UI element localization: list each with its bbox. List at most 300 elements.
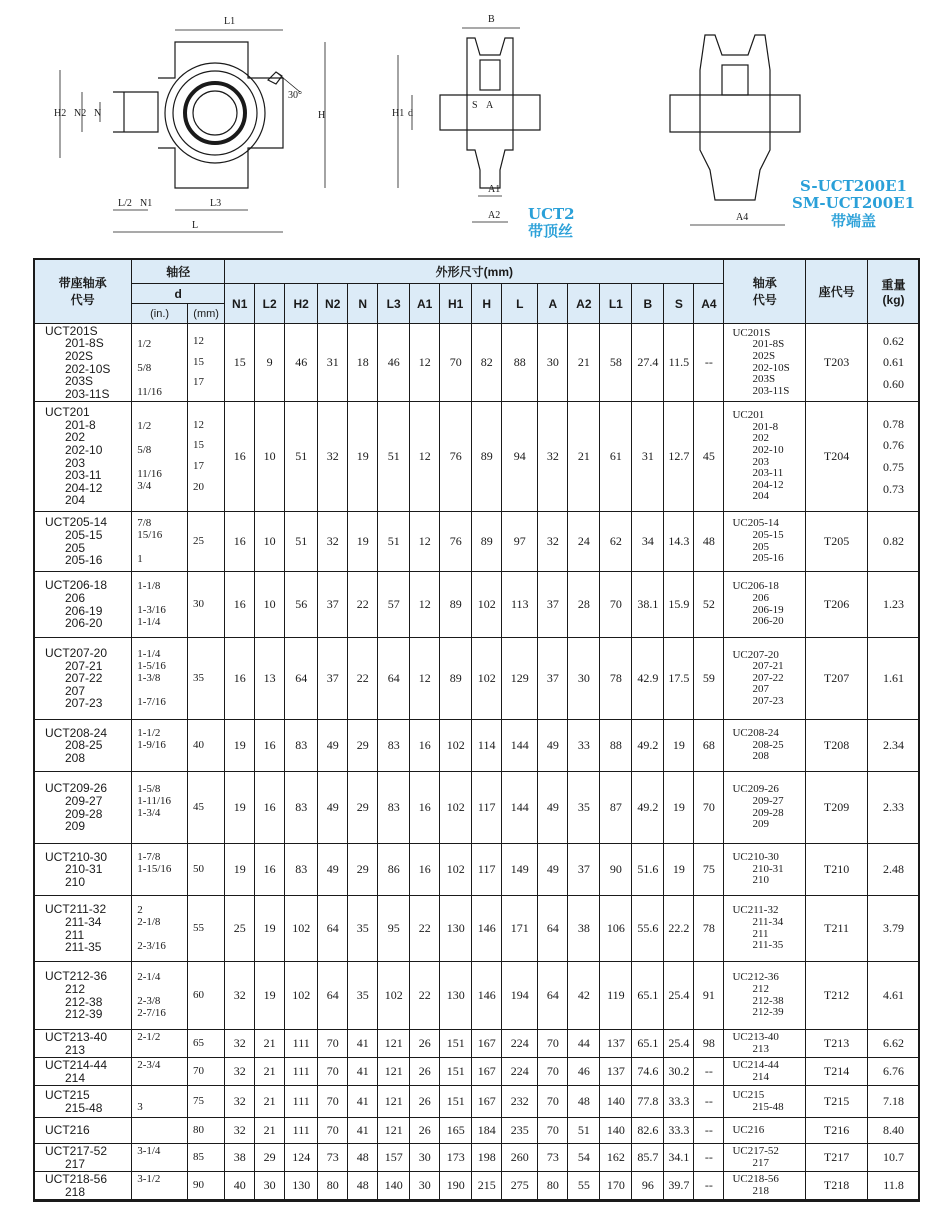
- inch-value: 1-7/16: [137, 695, 166, 708]
- dimension-cell: 83: [285, 720, 318, 772]
- mm-value: 90: [193, 1178, 204, 1191]
- caption-e1: [792, 178, 915, 230]
- table-row: [34, 1086, 920, 1118]
- caption-e1-model-2: SM-UCT200E1: [792, 194, 916, 213]
- inch-cell: [132, 1086, 188, 1118]
- dimension-cell: 65.1: [632, 962, 664, 1030]
- weight-cell: [868, 1086, 920, 1118]
- housing-cell: T218: [806, 1172, 868, 1200]
- housing-cell: T205: [806, 512, 868, 572]
- weight-cell: [868, 572, 920, 638]
- dimension-cell: 16: [255, 772, 285, 844]
- dimension-cell: 30: [410, 1172, 440, 1200]
- dimension-cell: 22: [410, 962, 440, 1030]
- dimension-cell: 121: [378, 1118, 410, 1144]
- mm-value: 60: [193, 988, 204, 1001]
- mm-value: 15: [193, 439, 204, 452]
- mm-value: 12: [193, 335, 204, 348]
- table-row: [34, 1144, 920, 1172]
- dimension-cell: 49: [318, 772, 348, 844]
- bearing-code: 211-34: [752, 915, 784, 928]
- dimension-cell: 149: [502, 844, 538, 896]
- model-cell: [34, 896, 132, 962]
- dimension-label: S: [472, 100, 478, 111]
- table-row: [34, 1058, 920, 1086]
- inch-value: [137, 375, 187, 387]
- weight-value: 10.7: [883, 1150, 905, 1165]
- dimension-cell: 65.1: [632, 1030, 664, 1058]
- model-code: UCT218-56: [45, 1171, 108, 1186]
- dimension-cell: 25.4: [664, 962, 694, 1030]
- bearing-code: 211-35: [752, 939, 784, 952]
- dimension-label: N: [94, 108, 102, 119]
- mm-cell: [188, 572, 225, 638]
- dimension-cell: 35: [348, 962, 378, 1030]
- inch-value: [137, 876, 187, 888]
- dimension-cell: 25.4: [664, 1030, 694, 1058]
- technical-drawings: [0, 0, 950, 252]
- dimension-label: L1: [224, 16, 236, 27]
- mm-cell: [188, 512, 225, 572]
- inch-value: [137, 1158, 187, 1170]
- bearing-cell: [724, 638, 806, 720]
- mm-cell: [188, 1144, 225, 1172]
- inch-value: 1-5/8: [137, 782, 161, 795]
- dimension-cell: 70: [318, 1118, 348, 1144]
- dimension-cell: 16: [410, 844, 440, 896]
- dimension-cell: 224: [502, 1030, 538, 1058]
- weight-cell: [868, 1172, 920, 1200]
- model-code: 209: [65, 819, 86, 834]
- inch-cell: [132, 844, 188, 896]
- dimension-cell: 31: [318, 324, 348, 402]
- weight-value: 0.78: [883, 416, 905, 431]
- dimension-cell: 86: [378, 844, 410, 896]
- dimension-cell: 102: [472, 638, 502, 720]
- bearing-code: UC218-56: [732, 1172, 779, 1185]
- model-cell: [34, 1118, 132, 1144]
- header-dimensions: 外形尺寸(mm): [225, 259, 724, 284]
- dimension-cell: 75: [694, 844, 724, 896]
- bearing-code: 212: [752, 982, 769, 995]
- inch-value: 11/16: [137, 385, 162, 398]
- housing-cell: T207: [806, 638, 868, 720]
- dimension-cell: 15: [225, 324, 255, 402]
- dimension-cell: 14.3: [664, 512, 694, 572]
- bearing-code: 207-21: [752, 660, 784, 673]
- model-code: UCT201S: [45, 323, 98, 338]
- dimension-cell: 70: [694, 772, 724, 844]
- weight-value: 6.76: [883, 1064, 905, 1079]
- inch-value: 2-7/16: [137, 1006, 166, 1019]
- dimension-cell: 102: [440, 772, 472, 844]
- dimension-cell: 70: [318, 1058, 348, 1086]
- weight-value: 8.40: [883, 1123, 905, 1138]
- weight-value: 0.76: [883, 438, 905, 453]
- dimension-cell: 89: [472, 402, 502, 512]
- model-cell: [34, 772, 132, 844]
- dim-col-header: N1: [225, 284, 255, 324]
- model-cell: [34, 1172, 132, 1200]
- dimension-cell: 37: [568, 844, 600, 896]
- dimension-label: A1: [488, 184, 501, 195]
- dimension-cell: 30.2: [664, 1058, 694, 1086]
- bearing-code: UC215: [732, 1088, 765, 1101]
- table-row: [34, 962, 920, 1030]
- header-model: 带座轴承 代号: [34, 259, 132, 324]
- dimension-cell: 30: [255, 1172, 285, 1200]
- mm-cell: [188, 1118, 225, 1144]
- dimension-label: 30°: [288, 90, 302, 101]
- dimension-cell: 12: [410, 512, 440, 572]
- housing-cell: T212: [806, 962, 868, 1030]
- model-cell: [34, 402, 132, 512]
- dimension-cell: 25: [225, 896, 255, 962]
- mm-value: 25: [193, 534, 204, 547]
- dimension-cell: --: [694, 1086, 724, 1118]
- weight-value: 6.62: [883, 1036, 905, 1051]
- dimension-cell: 29: [255, 1144, 285, 1172]
- table-row: [34, 1118, 920, 1144]
- model-code: UCT213-40: [45, 1029, 108, 1044]
- dimension-cell: 165: [440, 1118, 472, 1144]
- bearing-code: 217: [752, 1156, 769, 1169]
- dimension-cell: 34.1: [664, 1144, 694, 1172]
- mm-cell: [188, 772, 225, 844]
- caption-e1-desc: 带端盖: [831, 211, 877, 230]
- bearing-code: 204-12: [752, 478, 784, 491]
- weight-value: 7.18: [883, 1094, 905, 1109]
- bearing-cell: [724, 1058, 806, 1086]
- inch-cell: [132, 324, 188, 402]
- dimension-cell: 21: [255, 1086, 285, 1118]
- dimension-cell: 48: [348, 1144, 378, 1172]
- dimension-cell: 70: [440, 324, 472, 402]
- dimension-cell: 137: [600, 1058, 632, 1086]
- dimension-cell: 70: [538, 1058, 568, 1086]
- dimension-cell: 83: [378, 772, 410, 844]
- weight-value: 0.73: [883, 481, 905, 496]
- model-code: 209-28: [65, 806, 103, 821]
- dimension-cell: 167: [472, 1058, 502, 1086]
- inch-value: [137, 433, 187, 445]
- bearing-cell: [724, 772, 806, 844]
- dimension-cell: 19: [664, 720, 694, 772]
- dimension-cell: 102: [285, 896, 318, 962]
- bearing-code: UC201: [732, 409, 765, 422]
- inch-cell: [132, 1030, 188, 1058]
- bearing-cell: [724, 324, 806, 402]
- inch-value: 1-1/8: [137, 579, 161, 592]
- dimension-cell: 90: [600, 844, 632, 896]
- model-code: 203: [65, 455, 86, 470]
- bearing-cell: [724, 962, 806, 1030]
- dimension-cell: 19: [664, 844, 694, 896]
- mm-cell: [188, 1086, 225, 1118]
- dimension-cell: 111: [285, 1058, 318, 1086]
- dimension-label: L/2: [118, 198, 132, 209]
- model-code: UCT216: [45, 1123, 90, 1138]
- dimension-cell: 106: [600, 896, 632, 962]
- inch-value: 1-1/4: [137, 615, 161, 628]
- dimension-cell: 111: [285, 1086, 318, 1118]
- model-cell: [34, 1030, 132, 1058]
- dimension-cell: 51: [285, 402, 318, 512]
- dimension-cell: 27.4: [632, 324, 664, 402]
- dimension-cell: 34: [632, 512, 664, 572]
- dimension-cell: 102: [378, 962, 410, 1030]
- bearing-code: 209-28: [752, 806, 784, 819]
- bearing-cell: [724, 896, 806, 962]
- model-code: 214: [65, 1070, 86, 1085]
- bearing-code: UC217-52: [732, 1144, 779, 1157]
- model-code: UCT212-36: [45, 969, 108, 984]
- dimension-cell: 32: [538, 512, 568, 572]
- dimension-cell: 38: [225, 1144, 255, 1172]
- inch-value: 2-3/8: [137, 994, 161, 1007]
- model-code: UCT206-18: [45, 578, 108, 593]
- dimension-cell: 46: [285, 324, 318, 402]
- dimension-cell: 26: [410, 1058, 440, 1086]
- inch-value: [137, 351, 187, 363]
- dimension-cell: 83: [285, 844, 318, 896]
- dimension-cell: 87: [600, 772, 632, 844]
- bearing-code: 212-38: [752, 994, 784, 1007]
- dimension-cell: 51: [285, 512, 318, 572]
- dimension-cell: --: [694, 1118, 724, 1144]
- dim-col-header: N2: [318, 284, 348, 324]
- bearing-code: UC214-44: [732, 1058, 779, 1071]
- dimension-cell: 32: [318, 512, 348, 572]
- dimension-cell: 10: [255, 402, 285, 512]
- dimension-cell: 275: [502, 1172, 538, 1200]
- bearing-code: 210: [752, 874, 769, 887]
- bearing-code: 202-10: [752, 443, 784, 456]
- inch-cell: [132, 772, 188, 844]
- mm-value: 65: [193, 1036, 204, 1049]
- dimension-cell: 12: [410, 638, 440, 720]
- dimension-cell: 32: [538, 402, 568, 512]
- dimension-cell: 49: [318, 720, 348, 772]
- inch-value: 1-3/8: [137, 671, 161, 684]
- mm-cell: [188, 638, 225, 720]
- inch-cell: [132, 896, 188, 962]
- bearing-code: 207: [752, 683, 769, 696]
- dimension-cell: 194: [502, 962, 538, 1030]
- model-cell: [34, 962, 132, 1030]
- dimension-cell: 232: [502, 1086, 538, 1118]
- model-code: 211-35: [65, 940, 102, 955]
- dimension-cell: 137: [600, 1030, 632, 1058]
- bearing-code: UC206-18: [732, 580, 779, 593]
- dim-col-header: H1: [440, 284, 472, 324]
- dimension-cell: 111: [285, 1118, 318, 1144]
- dim-col-header: A4: [694, 284, 724, 324]
- table-row: [34, 772, 920, 844]
- dimension-cell: 55: [568, 1172, 600, 1200]
- dimension-cell: --: [694, 1058, 724, 1086]
- dimension-label: L: [192, 220, 199, 231]
- dimension-cell: 41: [348, 1118, 378, 1144]
- dimension-cell: 37: [538, 572, 568, 638]
- mm-value: 17: [193, 376, 204, 389]
- front-view-drawing: [60, 30, 325, 232]
- dimension-cell: 78: [694, 896, 724, 962]
- inch-value: [137, 593, 187, 605]
- dimension-cell: 48: [348, 1172, 378, 1200]
- dimension-cell: 58: [600, 324, 632, 402]
- caption-uct2-desc: 带顶丝: [528, 222, 574, 241]
- bearing-code: 205-15: [752, 528, 784, 541]
- bearing-cell: [724, 512, 806, 572]
- model-code: UCT214-44: [45, 1057, 108, 1072]
- bearing-code: UC213-40: [732, 1030, 779, 1043]
- inch-cell: [132, 1118, 188, 1144]
- dimension-cell: 17.5: [664, 638, 694, 720]
- inch-cell: [132, 962, 188, 1030]
- dimension-cell: 32: [225, 1030, 255, 1058]
- model-code: 203-11: [65, 468, 102, 483]
- dimension-cell: 32: [225, 1086, 255, 1118]
- inch-value: 1/2: [137, 337, 152, 350]
- inch-value: 1-7/8: [137, 850, 161, 863]
- dimension-cell: 19: [255, 962, 285, 1030]
- inch-cell: [132, 1172, 188, 1200]
- model-cell: [34, 324, 132, 402]
- dimension-cell: 70: [600, 572, 632, 638]
- inch-value: 11/16: [137, 467, 162, 480]
- dimension-cell: 37: [538, 638, 568, 720]
- bearing-cell: [724, 402, 806, 512]
- bearing-code: 206-20: [752, 615, 784, 628]
- caption-uct2-model: UCT2: [528, 205, 575, 223]
- inch-value: 15/16: [137, 528, 163, 541]
- header-weight: 重量 (kg): [868, 259, 920, 324]
- dimension-cell: 29: [348, 772, 378, 844]
- model-code: 209-27: [65, 793, 103, 808]
- model-code: 203-11S: [65, 386, 110, 401]
- dim-col-header: L3: [378, 284, 410, 324]
- dimension-cell: 184: [472, 1118, 502, 1144]
- dimension-cell: 29: [348, 844, 378, 896]
- bearing-cell: [724, 1030, 806, 1058]
- weight-value: 0.82: [883, 534, 905, 549]
- table-row: [34, 896, 920, 962]
- dimension-cell: 89: [472, 512, 502, 572]
- dimension-cell: 16: [410, 772, 440, 844]
- housing-cell: T206: [806, 572, 868, 638]
- inch-cell: [132, 638, 188, 720]
- weight-cell: [868, 844, 920, 896]
- table-row: [34, 572, 920, 638]
- dimension-cell: 70: [318, 1030, 348, 1058]
- mm-value: 35: [193, 671, 204, 684]
- bearing-code: 203S: [752, 373, 776, 386]
- dimension-cell: 21: [255, 1058, 285, 1086]
- dimension-label: B: [488, 14, 495, 25]
- table-row: [34, 638, 920, 720]
- inch-value: 2-3/4: [137, 1058, 161, 1071]
- bearing-code: UC208-24: [732, 727, 779, 740]
- model-cell: [34, 1058, 132, 1086]
- dimension-cell: 167: [472, 1030, 502, 1058]
- model-code: 206: [65, 590, 86, 605]
- dimension-cell: 44: [568, 1030, 600, 1058]
- inch-value: [137, 457, 187, 469]
- dimension-cell: 22: [410, 896, 440, 962]
- model-code: 204: [65, 493, 86, 508]
- bearing-code: 202: [752, 432, 769, 445]
- model-code: 212: [65, 981, 86, 996]
- bearing-code: UC201S: [732, 326, 771, 339]
- inch-value: 2: [137, 903, 143, 916]
- inch-value: 1-3/16: [137, 603, 166, 616]
- dimension-cell: 19: [225, 720, 255, 772]
- model-code: 205-15: [65, 527, 103, 542]
- dimension-cell: 121: [378, 1058, 410, 1086]
- dimension-cell: 16: [225, 572, 255, 638]
- dimension-cell: 121: [378, 1086, 410, 1118]
- inch-value: 2-1/8: [137, 915, 161, 928]
- dimension-cell: 21: [568, 324, 600, 402]
- dimension-cell: 64: [538, 896, 568, 962]
- dimension-cell: 13: [255, 638, 285, 720]
- bearing-code: 205-16: [752, 552, 784, 565]
- dimension-cell: --: [694, 1172, 724, 1200]
- model-code: UCT211-32: [45, 902, 107, 917]
- dimension-cell: 9: [255, 324, 285, 402]
- dimension-cell: 41: [348, 1058, 378, 1086]
- mm-cell: [188, 720, 225, 772]
- weight-cell: [868, 638, 920, 720]
- model-code: 201-8S: [65, 336, 104, 351]
- dimension-label: N1: [140, 198, 153, 209]
- dim-col-header: L: [502, 284, 538, 324]
- dimension-cell: 46: [568, 1058, 600, 1086]
- dimension-cell: 19: [255, 896, 285, 962]
- dimension-cell: 51: [378, 512, 410, 572]
- dimension-cell: 130: [440, 896, 472, 962]
- model-code: 205-16: [65, 553, 103, 568]
- inch-cell: [132, 1144, 188, 1172]
- dimension-cell: 32: [225, 962, 255, 1030]
- dimension-cell: 73: [318, 1144, 348, 1172]
- dimension-cell: 70: [318, 1086, 348, 1118]
- dimension-cell: 113: [502, 572, 538, 638]
- dimension-cell: 19: [225, 772, 255, 844]
- model-code: 205: [65, 540, 86, 555]
- dim-col-header: L2: [255, 284, 285, 324]
- weight-value: 0.60: [883, 376, 905, 391]
- dimension-cell: 64: [285, 638, 318, 720]
- dimension-cell: 144: [502, 720, 538, 772]
- housing-cell: T210: [806, 844, 868, 896]
- mm-value: 70: [193, 1064, 204, 1077]
- weight-value: 3.79: [883, 921, 905, 936]
- inch-value: 3-1/2: [137, 1172, 161, 1185]
- inch-value: [137, 542, 187, 554]
- bearing-cell: [724, 720, 806, 772]
- dimension-cell: 16: [410, 720, 440, 772]
- bearing-code: 206: [752, 591, 769, 604]
- inch-value: [137, 685, 187, 697]
- model-code: 201-8: [65, 417, 96, 432]
- dimension-cell: 16: [225, 638, 255, 720]
- inch-value: [137, 327, 187, 339]
- housing-cell: T211: [806, 896, 868, 962]
- dimension-cell: 64: [318, 962, 348, 1030]
- dimension-cell: 130: [440, 962, 472, 1030]
